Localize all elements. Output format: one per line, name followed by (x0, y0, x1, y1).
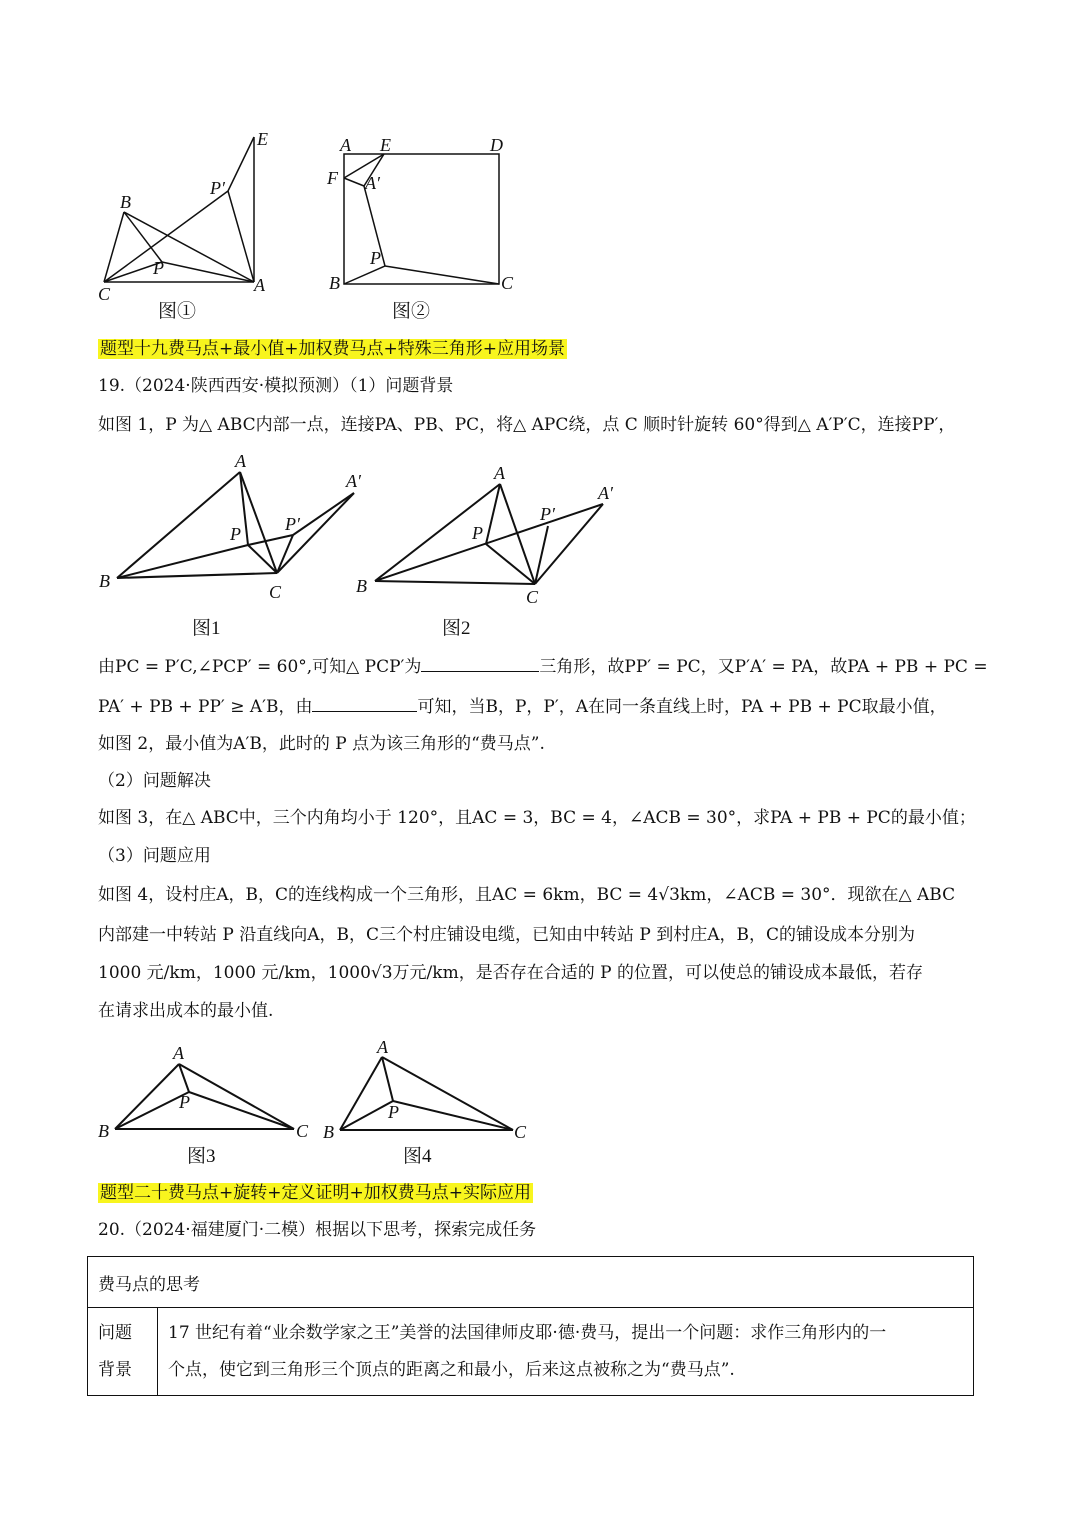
q19-fig2-label-p-prime: P′ (540, 504, 555, 524)
q19-fig1-label-p-prime: P′ (285, 514, 300, 534)
fig1-label-p: P (153, 258, 164, 278)
q19-fig1-label-a: A (235, 451, 246, 471)
q19-line2b: 可知，当B，P，P′，A在同一条直线上时，PA + PB + PC取最小值， (417, 697, 947, 717)
q19-fig1-label-a-prime: A′ (346, 471, 361, 491)
answer-blank-2[interactable] (312, 697, 417, 712)
answer-blank-1[interactable] (421, 657, 539, 672)
row-label-line-1: 问题 (98, 1322, 132, 1343)
q19-fig4-label-p: P (388, 1102, 399, 1122)
q19-fig3-label-c: C (296, 1121, 309, 1141)
fig2-label-c: C (501, 273, 514, 293)
q19-fig1-label-c: C (269, 582, 282, 602)
q19-part3-line2: 内部建一中转站 P 沿直线向A，B，C三个村庄铺设电缆，已知由中转站 P 到村庄A，B，C的铺设成本分别为 (98, 925, 916, 945)
q19-fig3-label-p: P (179, 1092, 190, 1112)
figure-top-1 (90, 125, 280, 330)
row-text-line-2: 个点，使它到三角形三个顶点的距离之和最小，后来这点被称之为“费马点”. (168, 1359, 735, 1380)
fermat-point-table (87, 1256, 974, 1396)
figure-q19-4 (318, 1033, 548, 1175)
fig2-label-f: F (327, 168, 338, 188)
q19-fig3-caption: 图3 (187, 1146, 216, 1167)
figure-q19-1 (92, 445, 382, 645)
q19-part3-line4: 在请求出成本的最小值. (98, 1001, 274, 1021)
fig1-label-b: B (120, 192, 131, 212)
fig1-label-e: E (257, 129, 268, 149)
q19-line1a: 由PC = P′C,∠PCP′ = 60°,可知△ PCP′为 (98, 657, 422, 677)
q19-intro: 如图 1，P 为△ ABC内部一点，连接PA、PB、PC，将△ APC绕，点 C 顺时针旋转 60°得到△ A′P′C，连接PP′， (98, 415, 956, 435)
q19-line2a: PA′ + PB + PP′ ≥ A′B，由 (98, 697, 313, 717)
q19-fig4-label-c: C (514, 1122, 527, 1142)
q19-fig3-label-b: B (98, 1121, 109, 1141)
fig1-label-a: A (254, 275, 265, 295)
fig2-label-p: P (370, 248, 381, 268)
q19-source: 19.（2024·陕西西安·模拟预测）（1）问题背景 (98, 376, 454, 396)
fig1-caption: 图① (158, 301, 197, 322)
q19-fig2-label-p: P (472, 523, 483, 543)
fig1-label-p-prime: P′ (210, 178, 225, 198)
q19-fig2-label-b: B (356, 576, 367, 596)
figure-q19-3 (92, 1036, 322, 1176)
q19-fig2-label-a-prime: A′ (598, 483, 613, 503)
q19-fig3-label-a: A (173, 1043, 184, 1063)
q19-heading: 题型十九费马点+最小值+加权费马点+特殊三角形+应用场景 (100, 339, 565, 359)
q20-heading: 题型二十费马点+旋转+定义证明+加权费马点+实际应用 (100, 1183, 531, 1203)
q19-fig2-caption: 图2 (442, 618, 471, 639)
fig2-label-d: D (490, 135, 503, 155)
q19-part2-title: （2）问题解决 (98, 771, 211, 791)
fig2-caption: 图② (392, 301, 431, 322)
q19-fig2-label-a: A (494, 463, 505, 483)
fig2-label-a-prime: A′ (365, 173, 380, 193)
q19-fig4-caption: 图4 (403, 1146, 432, 1167)
row-text-line-1: 17 世纪有着“业余数学家之王”美誉的法国律师皮耶·德·费马，提出一个问题：求作三角形内的一 (168, 1322, 887, 1343)
q19-fig4-label-b: B (323, 1122, 334, 1142)
row-label-line-2: 背景 (98, 1359, 132, 1380)
q19-part3-line1: 如图 4，设村庄A，B，C的连线构成一个三角形，且AC = 6km，BC = 4√3km，∠ACB = 30°．现欲在△ ABC (98, 885, 956, 905)
figure-q19-2 (345, 450, 635, 645)
table-title: 费马点的思考 (88, 1257, 974, 1308)
q19-line1b: 三角形，故PP′ = PC，又P′A′ = PA，故PA + PB + PC = (539, 657, 988, 677)
q19-fig2-label-c: C (526, 587, 539, 607)
q19-fig1-label-p: P (230, 524, 241, 544)
q19-part3-title: （3）问题应用 (98, 846, 211, 866)
q19-fig1-caption: 图1 (192, 618, 221, 639)
fig2-label-a: A (340, 135, 351, 155)
row-content (158, 1308, 974, 1396)
q19-line3: 如图 2，最小值为A′B，此时的 P 点为该三角形的“费马点”. (98, 734, 545, 754)
fig2-label-b: B (329, 273, 340, 293)
q19-fig4-label-a: A (377, 1037, 388, 1057)
row-label (88, 1308, 158, 1396)
fig1-label-c: C (98, 284, 111, 304)
q19-fig1-label-b: B (99, 571, 110, 591)
q19-part3-line3: 1000 元/km，1000 元/km，1000√3万元/km，是否存在合适的 P 的位置，可以使总的铺设成本最低，若存 (98, 963, 923, 983)
q19-part2-text: 如图 3，在△ ABC中，三个内角均小于 120°，且AC = 3，BC = 4，∠ACB = 30°，求PA + PB + PC的最小值； (98, 808, 976, 828)
q20-source: 20.（2024·福建厦门·二模）根据以下思考，探索完成任务 (98, 1220, 537, 1240)
figure-top-2 (322, 130, 522, 330)
fig2-label-e: E (380, 135, 391, 155)
